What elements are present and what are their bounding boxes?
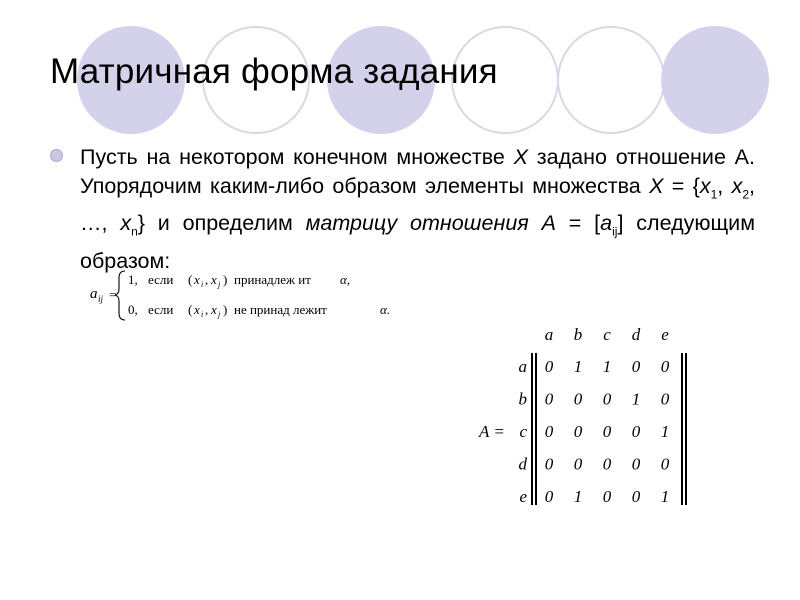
- case1-paren-close: ): [223, 272, 228, 287]
- text-part-2: задано отношение А. Упорядочим каким-либо образом элементы множества: [80, 145, 755, 198]
- formula-lhs-sub: ij: [98, 294, 104, 304]
- header-circle-6: [661, 26, 769, 134]
- header-circle-5: [557, 26, 665, 134]
- var-x1-sub: 1: [710, 187, 718, 202]
- matrix-cell: 0: [602, 389, 612, 409]
- formula-lhs: a: [90, 286, 98, 302]
- matrix-cell: 0: [631, 454, 641, 474]
- definition-formula: [88, 265, 408, 327]
- text-part-1: Пусть на некотором конечном множестве: [80, 145, 514, 169]
- sep-1: ,: [717, 174, 732, 198]
- text-part-3: = {: [663, 174, 700, 198]
- matrix-cell: 0: [602, 487, 612, 505]
- sep-2: , …,: [80, 174, 756, 236]
- matrix-cell: 1: [602, 357, 612, 376]
- var-x-2: X: [649, 174, 664, 198]
- case1-x2: x: [211, 272, 217, 287]
- formula-brace: [115, 271, 125, 320]
- case2-condition: не принад лежит: [234, 302, 327, 317]
- case2-x2: x: [211, 302, 217, 317]
- var-a-sub: ij: [612, 224, 618, 239]
- text-part-5: = [: [555, 211, 601, 236]
- matrix-col-header: c: [603, 325, 611, 344]
- case1-alpha: α,: [340, 272, 351, 287]
- matrix-cell: 0: [544, 487, 554, 505]
- case2-comma: ,: [205, 302, 209, 317]
- matrix-cell: 1: [573, 357, 583, 376]
- case1-paren-open: (: [188, 272, 193, 287]
- matrix-cell: 0: [631, 357, 641, 376]
- matrix-cell: 0: [544, 454, 554, 474]
- matrix-row-header: a: [518, 357, 527, 376]
- matrix-cell: 0: [573, 422, 583, 441]
- matrix-cell: 0: [602, 422, 612, 441]
- bullet-icon: [50, 149, 63, 162]
- matrix-col-header: b: [573, 325, 583, 344]
- var-a: A: [541, 211, 556, 236]
- matrix-col-header: e: [661, 325, 669, 344]
- case2-paren-close: ): [223, 302, 228, 317]
- var-x1: x: [699, 174, 711, 198]
- case1-comma: ,: [205, 272, 209, 287]
- case2-i: i: [201, 310, 204, 319]
- matrix-cell: 0: [544, 389, 554, 409]
- matrix-row-header: b: [518, 389, 527, 409]
- matrix-cell: 1: [573, 487, 583, 505]
- matrix-cell: 1: [631, 389, 641, 409]
- var-x2: x: [731, 174, 743, 198]
- case2-paren-open: (: [188, 302, 193, 317]
- matrix-cell: 0: [631, 487, 641, 505]
- matrix-cell: 0: [602, 454, 612, 474]
- matrix-label: A =: [479, 422, 505, 441]
- body-paragraph: [80, 143, 755, 276]
- matrix-row-header: c: [519, 422, 527, 441]
- case1-i: i: [201, 280, 204, 289]
- matrix-cell: 0: [544, 357, 554, 376]
- matrix-cell: 1: [660, 422, 670, 441]
- matrix-cell: 0: [660, 357, 670, 376]
- matrix-row-header: e: [519, 487, 527, 505]
- matrix-cell: 0: [544, 422, 554, 441]
- emph-matrix-relation: матрицу отношения: [305, 211, 529, 236]
- case2-j: j: [218, 310, 221, 319]
- case1-j: j: [218, 280, 221, 289]
- formula-equals: =: [109, 287, 117, 302]
- text-part-6: ] следующим образом:: [80, 211, 755, 273]
- matrix-col-header: d: [631, 325, 641, 344]
- case2-x1: x: [194, 302, 200, 317]
- matrix-col-header: a: [544, 325, 554, 344]
- case2-if: если: [148, 302, 174, 317]
- space: [529, 211, 542, 235]
- slide-title: Матричная форма задания: [50, 52, 498, 91]
- relation-matrix: [478, 320, 688, 505]
- var-a-elem: a: [600, 211, 613, 236]
- matrix-cell: 0: [660, 454, 670, 474]
- case2-value: 0,: [128, 302, 138, 317]
- case1-condition: принадлеж ит: [234, 272, 311, 287]
- case1-if: если: [148, 272, 174, 287]
- var-x2-sub: 2: [742, 187, 750, 202]
- matrix-cell: 0: [660, 389, 670, 409]
- case1-value: 1,: [128, 272, 138, 287]
- var-x: X: [513, 145, 528, 169]
- matrix-row-header: d: [518, 454, 527, 474]
- matrix-cell: 0: [573, 454, 583, 474]
- case2-alpha: α.: [380, 302, 391, 317]
- text-part-4: } и определим: [137, 211, 306, 236]
- var-xn-sub: n: [131, 224, 138, 239]
- case1-x1: x: [194, 272, 200, 287]
- matrix-cell: 0: [631, 422, 641, 441]
- matrix-cell: 0: [573, 389, 583, 409]
- var-xn: x: [120, 211, 132, 236]
- matrix-cell: 1: [660, 487, 670, 505]
